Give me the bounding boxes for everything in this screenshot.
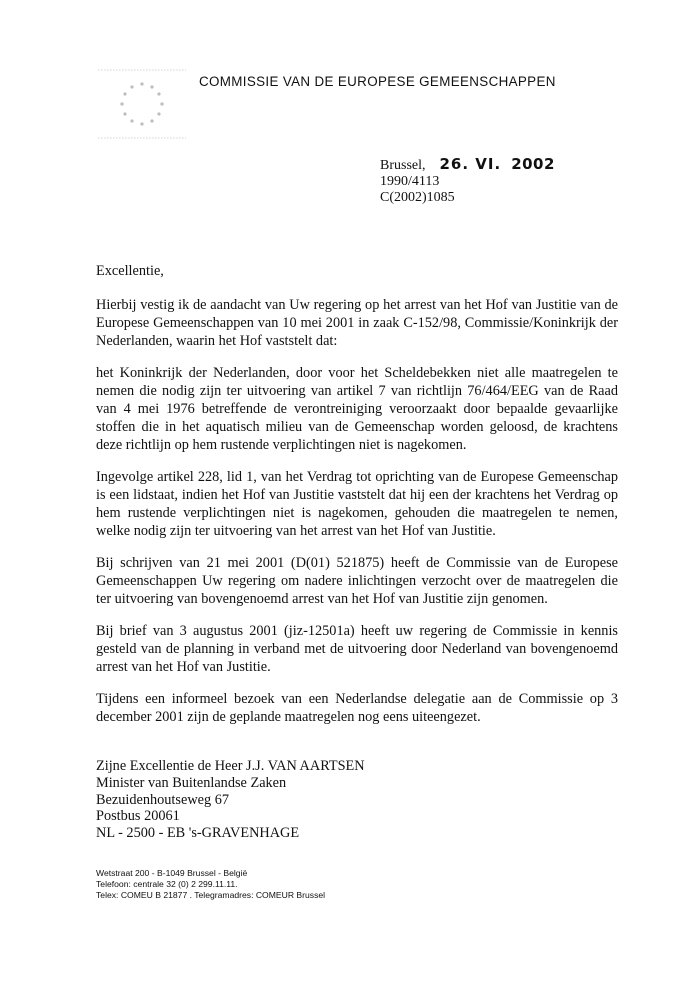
letter-body <box>96 262 618 740</box>
paragraph: Tijdens een informeel bezoek van een Nederlandse delegatie aan de Commissie op 3 december 2001 zijn de geplande maatregelen nog eens uiteengezet. <box>96 691 618 725</box>
paragraph: het Koninkrijk der Nederlanden, door voor het Scheldebekken niet alle maatregelen te nemen die nodig zijn ter uitvoering van artikel 7 van richtlijn 76/464/EEG van de Raad van 4 mei 1976 betreffende de verontreiniging veroorzaakt door bepaalde gevaarlijke stoffen die in het aquatisch milieu van de Gemeenschap worden geloosd, de krachtens deze richtlijn op hem rustende verplichtingen niet is nagekomen. <box>96 365 618 453</box>
salutation: Excellentie, <box>96 263 164 279</box>
reference-number: 1990/4113 <box>380 174 440 189</box>
place: Brussel, <box>380 158 426 173</box>
date-stamp: 26. VI. <box>439 155 502 173</box>
document-reference: C(2002)1085 <box>380 190 455 205</box>
addressee-line: Minister van Buitenlandse Zaken <box>96 774 287 791</box>
eu-emblem-logo <box>96 68 188 140</box>
paragraph: Ingevolge artikel 228, lid 1, van het Verdrag tot oprichting van de Europese Gemeenschap is een lidstaat, indien het Hof van Justitie vaststelt dat hij een der krachtens het Verdrag op hem rustende verplichtingen niet is nagekomen, gehouden die maatregelen te nemen, welke nodig zijn ter uitvoering van het arrest van het Hof van Justitie. <box>96 469 618 539</box>
footer-contact <box>96 868 325 900</box>
footer-line: Telefoon: centrale 32 (0) 2 299.11.11. <box>96 878 238 889</box>
addressee-line: Zijne Excellentie de Heer J.J. VAN AARTSEN <box>96 758 365 774</box>
organization-heading: COMMISSIE VAN DE EUROPESE GEMEENSCHAPPEN <box>199 74 556 89</box>
footer-line: Wetstraat 200 - B-1049 Brussel - België <box>96 868 248 878</box>
paragraph: Hierbij vestig ik de aandacht van Uw regering op het arrest van het Hof van Justitie van de Europese Gemeenschappen van 10 mei 2001 in zaak C-152/98, Commissie/Koninkrijk der Nederlanden, waarin het Hof vaststelt dat: <box>96 297 618 349</box>
paragraph: Bij brief van 3 augustus 2001 (jiz-12501a) heeft uw regering de Commissie in kennis gesteld van de planning in verband met de uitvoering door Nederland van bovengenoemd arrest van het Hof van Justitie. <box>96 623 618 675</box>
addressee-line: Bezuidenhoutseweg 67 <box>96 791 230 808</box>
paragraph: Bij schrijven van 21 mei 2001 (D(01) 521875) heeft de Commissie van de Europese Gemeenschappen Uw regering om nadere inlichtingen verzocht over de maatregelen die ter uitvoering van bovengenoemd arrest van het Hof van Justitie zijn genomen. <box>96 555 618 607</box>
addressee-block <box>96 758 365 842</box>
addressee-line: Postbus 20061 <box>96 808 180 825</box>
letter-meta <box>380 156 555 206</box>
date-stamp-year: 2002 <box>511 155 555 173</box>
addressee-line: NL - 2500 - EB 's-GRAVENHAGE <box>96 825 300 842</box>
date-line <box>380 156 555 174</box>
footer-line: Telex: COMEU B 21877 . Telegramadres: COMEUR Brussel <box>96 889 326 900</box>
